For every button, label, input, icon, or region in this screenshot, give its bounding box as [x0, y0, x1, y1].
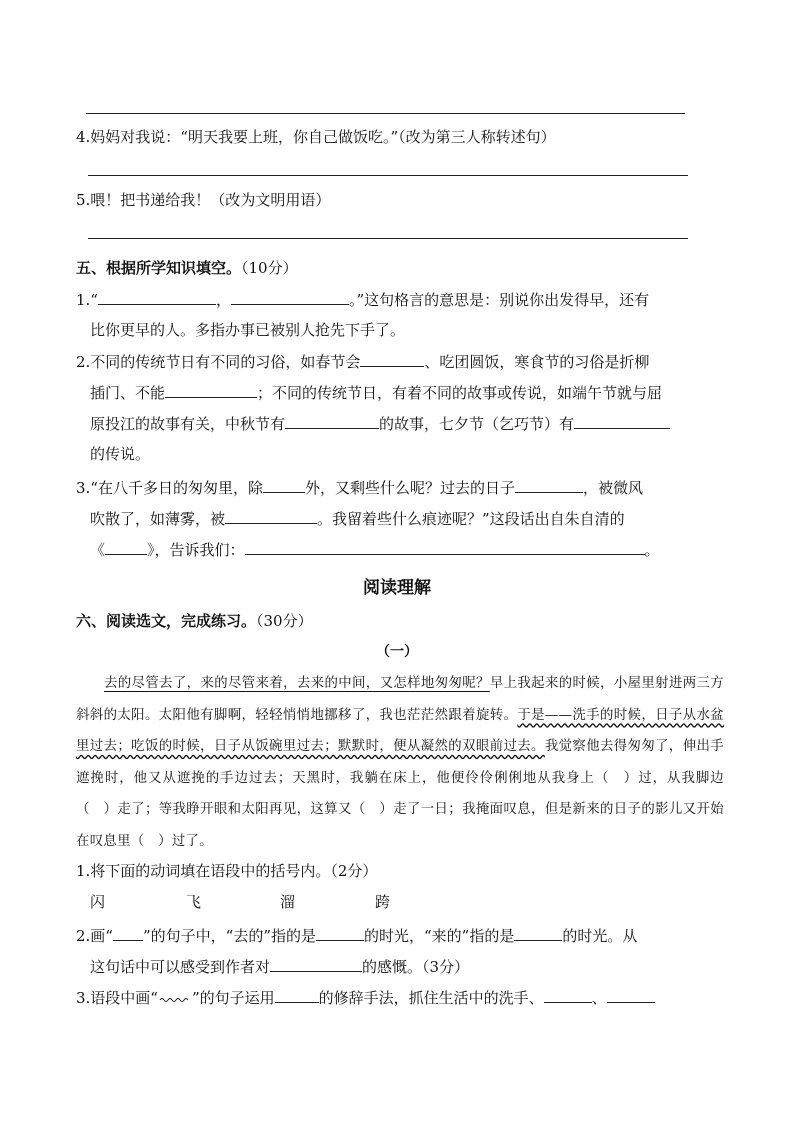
score: （2分）: [330, 862, 378, 880]
text-fragment: 的时光。从: [562, 927, 638, 945]
blank-2c[interactable]: [285, 413, 379, 429]
blank-2b[interactable]: [165, 382, 257, 398]
text-fragment: 2.画“: [76, 927, 113, 945]
text-fragment: 的故事，七夕节（乞巧节）有: [379, 415, 575, 433]
blank-1a[interactable]: [98, 289, 216, 305]
text-fragment: 的感慨。: [362, 958, 423, 976]
section-5-item-1-line-1: [76, 289, 649, 310]
text-fragment: 外，又剩些什么呢？过去的日子: [304, 479, 515, 497]
section-5-score: （10分）: [241, 259, 298, 277]
text-fragment: 、吃团圆饭，寒食节的习俗是折柳: [424, 353, 650, 371]
text-fragment: 。: [644, 541, 660, 559]
verb-option-1: 闪: [90, 893, 106, 911]
text-fragment: 插门、不能: [90, 384, 166, 402]
text-fragment: ，被微风: [583, 479, 644, 497]
blank-q3a[interactable]: [275, 987, 319, 1003]
text-fragment: 。我留着些什么痕迹呢？”这段话出自朱自清的: [317, 510, 625, 528]
text-fragment: 3.语段中画“: [76, 989, 158, 1007]
wavy-line-sample: [158, 987, 192, 1003]
blank-3c[interactable]: [225, 508, 317, 524]
section-5-title: 五、根据所学知识填空。: [76, 259, 242, 277]
blank-q3c[interactable]: [607, 987, 655, 1003]
reading-question-3-line-1: [76, 987, 655, 1008]
underline-sample: [113, 925, 143, 941]
text-fragment: 吹散了，如薄雾，被: [90, 510, 226, 528]
text-fragment: 的时光，“来的”指的是: [364, 927, 515, 945]
section-5-heading: [76, 258, 298, 278]
passage-underlined-sentence: 去的尽管去了，来的尽管来着，去来的中间，又怎样地匆匆呢？: [104, 676, 490, 691]
section-5-item-1-line-2: 比你更早的人。多指办事已被别人抢先下手了。: [90, 321, 406, 339]
blank-q2b[interactable]: [514, 925, 562, 941]
blank-3e[interactable]: [245, 539, 645, 555]
text-fragment: 3.“在八千多日的匆匆里，除: [76, 479, 263, 497]
blank-q2a[interactable]: [316, 925, 364, 941]
blank-1b[interactable]: [231, 289, 349, 305]
text-fragment: ”的句子运用: [191, 989, 275, 1007]
text-fragment: 的修辞手法，抓住生活中的洗手、: [318, 989, 544, 1007]
blank-2d[interactable]: [574, 413, 670, 429]
section-5-item-3-line-2: [90, 508, 625, 529]
text-fragment: ”的句子中，“去的”指的是: [142, 927, 316, 945]
verb-option-4: 跨: [375, 893, 391, 911]
blank-2a[interactable]: [360, 351, 424, 367]
text-fragment: 。”这句格言的意思是：别说你出发得早，还有: [349, 291, 650, 309]
reading-question-1: [76, 861, 377, 881]
text-fragment: 、: [591, 989, 607, 1007]
section-5-item-2-line-3: [90, 413, 670, 434]
passage-text-1: 早上我起来的时候，小屋里射进两三方斜斜的太阳。太阳他有脚啊，轻轻悄悄地挪移了，我也茫茫然跟着旋转。: [76, 676, 724, 723]
section-5-item-2-line-2: [90, 382, 662, 403]
text-fragment: 2.不同的传统节日有不同的习俗，如春节会: [76, 353, 361, 371]
text-fragment: 原投江的故事有关，中秋节有: [90, 415, 286, 433]
reading-question-2-line-2: [90, 956, 469, 977]
section-6-heading: [76, 611, 313, 631]
section-5-item-2-line-1: [76, 351, 649, 372]
passage-wavy-sentence: 于是——洗手的时候，日子从水盆里过去；吃饭的时候，日子从饭碗里过去；默默时，便从凝然的双眼前过去。: [76, 707, 724, 754]
answer-line-q3: [86, 113, 685, 114]
text-fragment: ；不同的传统节日，有着不同的故事或传说，如端午节就与屈: [257, 384, 663, 402]
question-5: 5.喂！把书递给我！（改为文明用语）: [76, 191, 331, 209]
blank-3d[interactable]: [105, 539, 147, 555]
reading-passage: [76, 668, 724, 857]
score: （3分）: [422, 958, 470, 976]
part-1-heading: （一）: [376, 644, 418, 660]
question-4: 4.妈妈对我说：“明天我要上班，你自己做饭吃。”（改为第三人称转述句）: [76, 128, 556, 146]
blank-3a[interactable]: [263, 477, 305, 493]
section-6-title: 六、阅读选文，完成练习。: [76, 612, 257, 630]
section-5-item-3-line-3: [90, 539, 660, 560]
reading-heading: 阅读理解: [363, 578, 431, 598]
text-fragment: ，: [215, 291, 231, 309]
section-5-item-3-line-1: [76, 477, 643, 498]
text-fragment: 1.将下面的动词填在语段中的括号内。: [76, 862, 331, 880]
section-5-item-2-line-4: 的传说。: [90, 445, 151, 463]
text-fragment: 《: [90, 541, 106, 559]
answer-line-q4[interactable]: [88, 175, 688, 176]
verb-option-3: 溜: [280, 893, 296, 911]
text-fragment: 1.“: [76, 291, 98, 309]
passage-text-2: 我觉察他去得匆匆了，伸出手遮挽时，他又从遮挽的手边过去；天黑时，我躺在床上，他便伶伶俐俐地从我身上（ ）过，从我脚边（ ）走了；等我睁开眼和太阳再见，这算又（ ）走了一日；我掩面叹息，但是新来的日子的影儿又开始在叹息里（ ）过了。: [76, 739, 724, 849]
text-fragment: 》，告诉我们：: [147, 541, 245, 559]
section-6-score: （30分）: [256, 612, 313, 630]
text-fragment: 这句话中可以感受到作者对: [90, 958, 271, 976]
verb-option-2: 飞: [186, 893, 202, 911]
blank-q3b[interactable]: [544, 987, 592, 1003]
reading-question-2-line-1: [76, 925, 637, 946]
answer-line-q5[interactable]: [88, 238, 688, 239]
blank-q2c[interactable]: [270, 956, 362, 972]
blank-3b[interactable]: [515, 477, 583, 493]
